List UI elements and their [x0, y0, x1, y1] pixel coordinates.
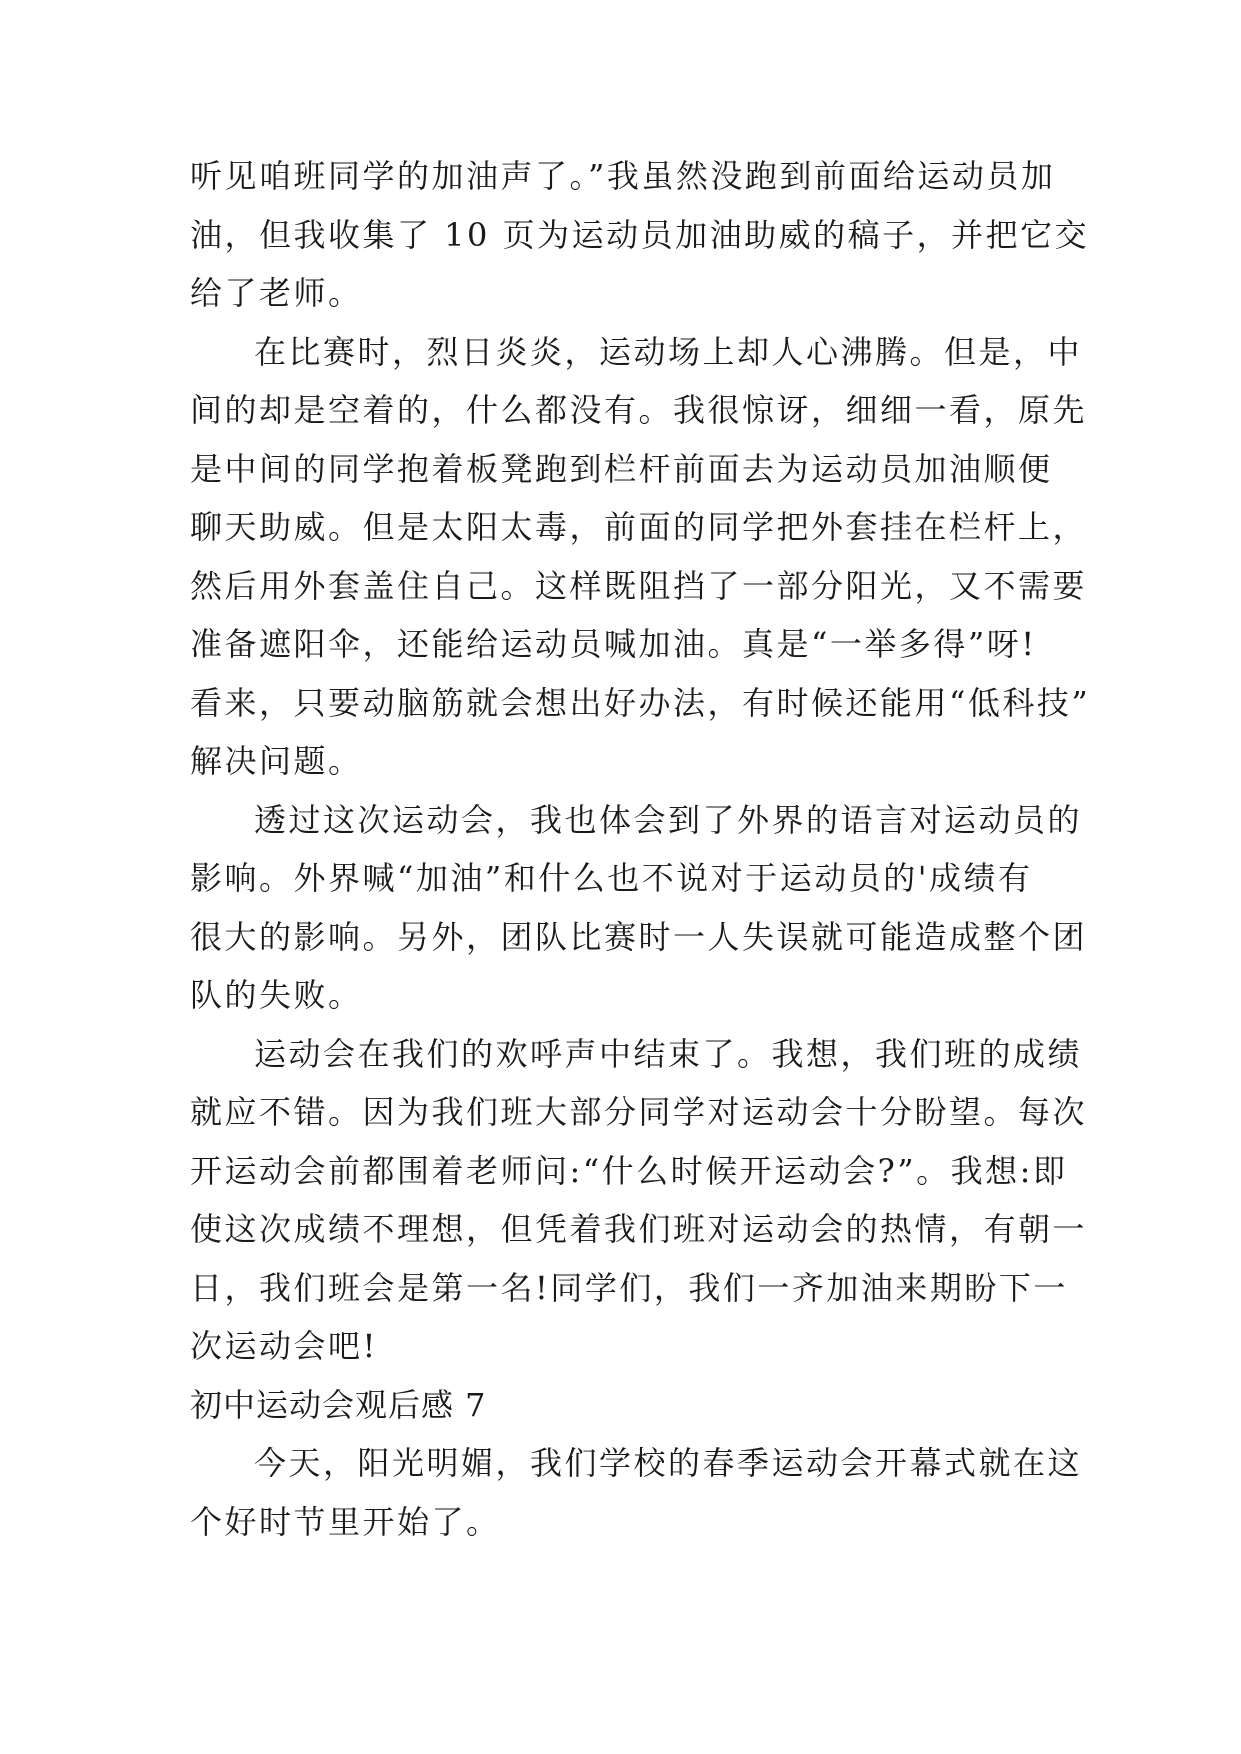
- text-line: 开运动会前都围着老师问:“什么时候开运动会?”。我想:即: [190, 1151, 1068, 1190]
- text-line: 个好时节里开始了。: [190, 1502, 501, 1541]
- text-line: 听见咱班同学的加油声了。”我虽然没跑到前面给运动员加: [190, 157, 1056, 195]
- text-line: 使这次成绩不理想，但凭着我们班对运动会的热情，有朝一: [190, 1210, 1088, 1248]
- section-heading: 初中运动会观后感 7: [190, 1385, 487, 1424]
- text-line: 日，我们班会是第一名!同学们，我们一齐加油来期盼下一: [190, 1268, 1068, 1307]
- paragraph-first-line: 今天，阳光明媚，我们学校的春季运动会开幕式就在这: [254, 1444, 1083, 1482]
- text-line: 队的失败。: [190, 976, 363, 1014]
- text-line: 很大的影响。另外，团队比赛时一人失误就可能造成整个团: [190, 917, 1088, 956]
- text-line: 聊天助威。但是太阳太毒，前面的同学把外套挂在栏杆上，: [190, 508, 1088, 546]
- text-line: 影响。外界喊“加油”和什么也不说对于运动员的'成绩有: [190, 859, 1033, 897]
- paragraph-first-line: 在比赛时，烈日炎炎，运动场上却人心沸腾。但是，中: [254, 332, 1083, 371]
- text-line: 就应不错。因为我们班大部分同学对运动会十分盼望。每次: [190, 1093, 1088, 1131]
- text-line: 看来，只要动脑筋就会想出好办法，有时候还能用“低科技”: [190, 683, 1091, 722]
- paragraph-first-line: 运动会在我们的欢呼声中结束了。我想，我们班的成绩: [254, 1034, 1083, 1073]
- text-line: 是中间的同学抱着板凳跑到栏杆前面去为运动员加油顺便: [190, 449, 1053, 488]
- document-body: [190, 147, 1091, 1551]
- text-line: 解决问题。: [190, 742, 363, 780]
- text-line: 然后用外套盖住自己。这样既阻挡了一部分阳光，又不需要: [190, 566, 1088, 605]
- text-line: 油，但我收集了 10 页为运动员加油助威的稿子，并把它交: [190, 215, 1090, 254]
- paragraph-first-line: 透过这次运动会，我也体会到了外界的语言对运动员的: [254, 800, 1083, 839]
- text-line: 准备遮阳伞，还能给运动员喊加油。真是“一举多得”呀!: [190, 625, 1037, 663]
- text-line: 间的却是空着的，什么都没有。我很惊讶，细细一看，原先: [190, 391, 1088, 429]
- text-line: 给了老师。: [190, 274, 363, 312]
- text-line: 次运动会吧!: [190, 1327, 378, 1365]
